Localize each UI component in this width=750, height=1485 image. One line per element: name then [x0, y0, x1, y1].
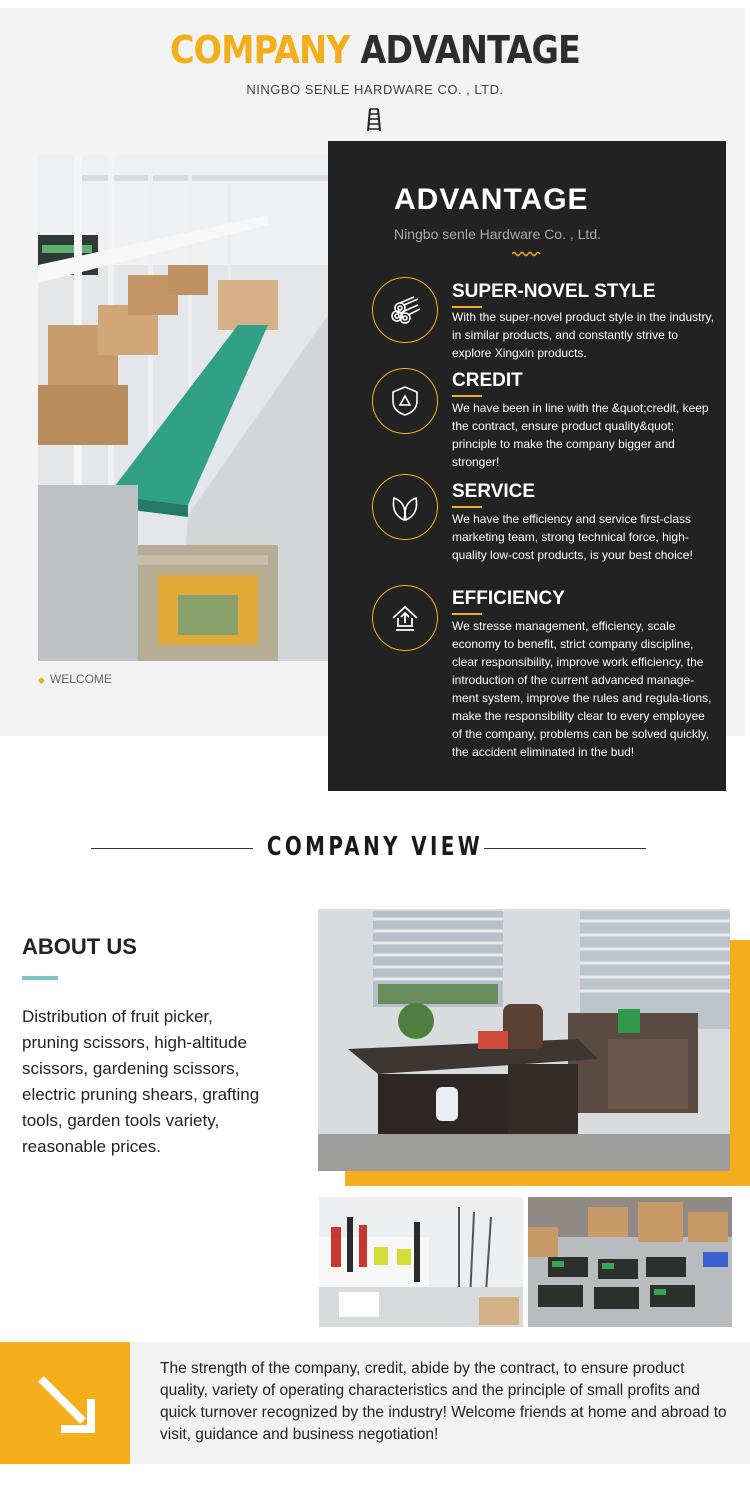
arrow-box — [0, 1342, 130, 1464]
advantage-item-underline — [452, 506, 482, 508]
ladder-icon — [366, 108, 382, 132]
advantage-item-underline — [452, 613, 482, 615]
office-photo — [318, 909, 730, 1171]
about-us-underline — [22, 976, 58, 980]
service-badge — [372, 474, 438, 540]
title-accent: COMPANY — [170, 28, 350, 72]
about-us-title: ABOUT US — [22, 934, 137, 959]
welcome-text: WELCOME — [49, 672, 112, 686]
factory-photo — [38, 155, 328, 661]
advantage-item-title: SUPER-NOVEL STYLE — [452, 281, 656, 302]
page-title — [45, 28, 705, 72]
tools-showroom-photo — [319, 1197, 523, 1327]
advantage-item-underline — [452, 395, 482, 397]
diamond-bullet-icon: ◆ — [38, 675, 45, 685]
efficiency-badge — [372, 585, 438, 651]
company-view-title: COMPANY VIEW — [266, 832, 484, 862]
super-novel-style-badge — [372, 277, 438, 343]
credit-badge — [372, 368, 438, 434]
advantage-subtitle: Ningbo senle Hardware Co. , Ltd. — [394, 226, 601, 242]
arrow-down-right-icon — [33, 1371, 97, 1435]
advantage-item-text: We have the efficiency and service first-class marketing team, strong technical force, high-quality low-cost products, is your best choice! — [452, 512, 693, 562]
warehouse-photo — [528, 1197, 732, 1327]
advantage-item-text: With the super-novel product style in the industry, in similar products, and constantly strive to explore Xingxin products. — [452, 310, 714, 360]
company-name-subtitle: NINGBO SENLE HARDWARE CO. , LTD. — [246, 82, 504, 97]
footer-text: The strength of the company, credit, abide by the contract, to ensure product quality, variety of operating characteristics and the principle of small profits and quick turnover recognized by the industry! Welcome friends at home and abroad to visit, guidance and business negotiation! — [160, 1360, 727, 1443]
house-icon — [388, 601, 422, 635]
pipes-icon — [388, 293, 422, 327]
title-main: ADVANTAGE — [360, 28, 580, 72]
advantage-item-title: SERVICE — [452, 481, 536, 502]
leaf-icon — [388, 490, 422, 524]
wave-divider-icon — [512, 251, 542, 257]
advantage-panel — [328, 141, 726, 791]
shield-icon — [388, 384, 422, 418]
advantage-item-text: We stresse management, efficiency, scale economy to benefit, strict company discipline, clear responsibility, improve work efficiency, the introduction of the current advanced manage-ment system, improve the rules and regula-tions, make the responsibility clear to every employee of the company, problems can be solved quickly, the accident eliminated in the bud! — [452, 619, 712, 759]
advantage-item-title: CREDIT — [452, 370, 523, 391]
about-us-text: Distribution of fruit picker, pruning scissors, high-altitude scissors, gardening scissors, electric pruning shears, grafting tools, garden tools variety, reasonable prices. — [22, 1007, 260, 1156]
advantage-title: ADVANTAGE — [394, 183, 589, 216]
welcome-label — [38, 672, 112, 686]
advantage-item-text: We have been in line with the &quot;credit, keep the contract, ensure product quality&quot; principle to make the company bigger and stronger! — [452, 401, 709, 469]
advantage-item-title: EFFICIENCY — [452, 588, 565, 609]
